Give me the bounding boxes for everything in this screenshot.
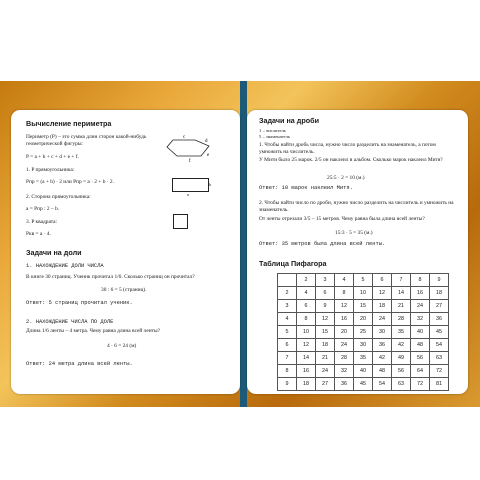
table-cell: 45 bbox=[354, 378, 373, 391]
table-cell: 6 bbox=[297, 300, 316, 313]
table-cell: 7 bbox=[392, 274, 411, 287]
table-row bbox=[278, 378, 449, 391]
table-cell: 10 bbox=[354, 287, 373, 300]
table-cell: 16 bbox=[297, 365, 316, 378]
table-cell: 32 bbox=[335, 365, 354, 378]
table-cell: 5 bbox=[278, 326, 297, 339]
table-row bbox=[278, 287, 449, 300]
table-cell: 72 bbox=[411, 378, 430, 391]
table-cell: 2 bbox=[278, 287, 297, 300]
task2-rule: 2. Чтобы найти число по дроби, нужно число разделить на числитель и умножить на знаменатель. bbox=[259, 200, 454, 213]
table-cell: 63 bbox=[392, 378, 411, 391]
table-cell: 36 bbox=[335, 378, 354, 391]
table-cell: 49 bbox=[392, 352, 411, 365]
perimeter-formula: P = a + b + c + d + e + f. bbox=[26, 154, 79, 160]
table-cell: 40 bbox=[411, 326, 430, 339]
table-cell: 81 bbox=[430, 378, 449, 391]
table-cell: 12 bbox=[316, 313, 335, 326]
table-cell: 8 bbox=[278, 365, 297, 378]
table-cell: 42 bbox=[373, 352, 392, 365]
square-figure bbox=[173, 214, 188, 229]
table-cell: 16 bbox=[411, 287, 430, 300]
table-cell: 63 bbox=[430, 352, 449, 365]
table-cell: 14 bbox=[392, 287, 411, 300]
table-row bbox=[278, 339, 449, 352]
table-cell: 24 bbox=[335, 339, 354, 352]
table-cell: 12 bbox=[335, 300, 354, 313]
table-cell: 8 bbox=[335, 287, 354, 300]
perimeter-title: Вычисление периметра bbox=[26, 119, 112, 128]
table-cell: 18 bbox=[297, 378, 316, 391]
rect-label-b: b bbox=[209, 182, 212, 187]
table-cell: 25 bbox=[354, 326, 373, 339]
shape-label-c: c bbox=[183, 135, 186, 140]
table-cell: 6 bbox=[278, 339, 297, 352]
table-cell: 64 bbox=[411, 365, 430, 378]
table-cell: 36 bbox=[373, 339, 392, 352]
find-number-answer: Ответ: 24 метра длина всей ленты. bbox=[26, 361, 133, 367]
table-row bbox=[278, 326, 449, 339]
fraction-title: Задачи на доли bbox=[26, 248, 82, 257]
table-cell: 24 bbox=[373, 313, 392, 326]
rect-formula: Pпр = (a + b) · 2 или Pпр = a · 2 + b · 2. bbox=[26, 179, 114, 185]
table-cell: 20 bbox=[354, 313, 373, 326]
table-cell: 27 bbox=[316, 378, 335, 391]
shape-label-d: d bbox=[205, 139, 208, 144]
table-cell: 12 bbox=[373, 287, 392, 300]
pythagoras-table bbox=[277, 273, 449, 391]
table-cell: 48 bbox=[373, 365, 392, 378]
perimeter-definition: Периметр (P) – это сумма длин сторон какой-нибудь геометрической фигуры: bbox=[26, 134, 147, 147]
find-fraction-answer: Ответ: 5 страниц прочитал ученик. bbox=[26, 300, 133, 306]
shape-label-f: f bbox=[189, 159, 191, 164]
table-cell: 28 bbox=[335, 352, 354, 365]
table-cell: 8 bbox=[297, 313, 316, 326]
numerator-note: 1 – числитель bbox=[259, 128, 286, 133]
hexagon-figure bbox=[161, 132, 221, 164]
table-cell: 15 bbox=[316, 326, 335, 339]
table-cell: 3 bbox=[316, 274, 335, 287]
task2-calc: 15:3 · 5 = 35 (м.) bbox=[335, 230, 373, 236]
table-cell: 35 bbox=[392, 326, 411, 339]
notebook-spine bbox=[240, 81, 247, 407]
table-cell: 30 bbox=[354, 339, 373, 352]
table-row bbox=[278, 300, 449, 313]
table-cell: 18 bbox=[373, 300, 392, 313]
pythagoras-title: Таблица Пифагора bbox=[259, 259, 327, 268]
find-fraction-heading: 1. НАХОЖДЕНИЕ ДОЛИ ЧИСЛА bbox=[26, 263, 104, 269]
side-formula: a = Pпр : 2 – b. bbox=[26, 206, 60, 212]
table-cell: 8 bbox=[411, 274, 430, 287]
side-item: 2. Сторона прямоугольника: bbox=[26, 194, 91, 200]
table-row bbox=[278, 365, 449, 378]
table-cell: 20 bbox=[335, 326, 354, 339]
square-item: 3. P квадрата: bbox=[26, 219, 58, 225]
table-cell: 5 bbox=[354, 274, 373, 287]
table-cell: 9 bbox=[278, 378, 297, 391]
table-cell: 4 bbox=[297, 287, 316, 300]
rectangle-figure bbox=[172, 178, 212, 192]
table-cell: 56 bbox=[411, 352, 430, 365]
find-fraction-task: В книге 30 страниц. Ученик прочитал 1/6. Сколько страниц он прочитал? bbox=[26, 274, 195, 280]
task1-answer: Ответ: 10 марок наклеил Митя. bbox=[259, 185, 353, 191]
fractions-title: Задачи на дроби bbox=[259, 116, 320, 125]
rect-item: 1. P прямоугольника: bbox=[26, 167, 75, 173]
find-number-calc: 4 · 6 = 24 (м) bbox=[107, 343, 137, 349]
task2-story: От ленты отрезали 3/5 – 15 метров. Чему равна была длина всей ленты? bbox=[259, 216, 425, 222]
table-cell: 30 bbox=[373, 326, 392, 339]
table-row bbox=[278, 352, 449, 365]
find-number-heading: 2. НАХОЖДЕНИЕ ЧИСЛА ПО ДОЛЕ bbox=[26, 319, 114, 325]
table-cell: 40 bbox=[354, 365, 373, 378]
table-cell: 36 bbox=[430, 313, 449, 326]
table-cell: 35 bbox=[354, 352, 373, 365]
table-cell: 56 bbox=[392, 365, 411, 378]
table-cell: 16 bbox=[335, 313, 354, 326]
table-cell: 24 bbox=[316, 365, 335, 378]
table-row bbox=[278, 274, 449, 287]
task1-story: У Мити было 25 марок. 2/5 он наклеил в альбом. Сколько марок наклеил Митя? bbox=[259, 157, 443, 163]
rect-label-a: a bbox=[187, 192, 189, 197]
table-cell: 48 bbox=[411, 339, 430, 352]
table-cell: 28 bbox=[392, 313, 411, 326]
table-cell: 6 bbox=[316, 287, 335, 300]
table-cell: 18 bbox=[430, 287, 449, 300]
table-cell: 7 bbox=[278, 352, 297, 365]
table-cell: 72 bbox=[430, 365, 449, 378]
table-cell: 42 bbox=[392, 339, 411, 352]
table-cell: 14 bbox=[297, 352, 316, 365]
find-number-task: Длина 1/6 ленты – 4 метра. Чему равна длина всей ленты? bbox=[26, 328, 160, 334]
square-formula: Pкв = a · 4. bbox=[26, 231, 51, 237]
table-cell: 4 bbox=[278, 313, 297, 326]
table-cell: 24 bbox=[411, 300, 430, 313]
table-cell: 9 bbox=[430, 274, 449, 287]
find-fraction-calc: 30 : 6 = 5 (страниц). bbox=[101, 287, 147, 293]
table-cell: 9 bbox=[316, 300, 335, 313]
table-cell: 54 bbox=[373, 378, 392, 391]
table-cell: 6 bbox=[373, 274, 392, 287]
denominator-note: 5 – знаменатель bbox=[259, 134, 290, 139]
table-cell: 21 bbox=[392, 300, 411, 313]
table-row bbox=[278, 313, 449, 326]
table-cell: 21 bbox=[316, 352, 335, 365]
table-cell: 4 bbox=[335, 274, 354, 287]
table-cell bbox=[278, 274, 297, 287]
table-cell: 54 bbox=[430, 339, 449, 352]
table-cell: 18 bbox=[316, 339, 335, 352]
table-cell: 10 bbox=[297, 326, 316, 339]
left-page bbox=[11, 110, 240, 394]
task2-answer: Ответ: 35 метров была длина всей ленты. bbox=[259, 241, 386, 247]
task1-rule: 1. Чтобы найти дробь числа, нужно число разделить на знаменатель, а потом умножить на числитель. bbox=[259, 142, 436, 155]
table-cell: 2 bbox=[297, 274, 316, 287]
table-cell: 32 bbox=[411, 313, 430, 326]
table-cell: 15 bbox=[354, 300, 373, 313]
table-cell: 27 bbox=[430, 300, 449, 313]
table-cell: 45 bbox=[430, 326, 449, 339]
table-cell: 12 bbox=[297, 339, 316, 352]
shape-label-e: e bbox=[207, 153, 210, 158]
table-cell: 3 bbox=[278, 300, 297, 313]
right-page bbox=[247, 110, 468, 394]
task1-calc: 25:5 · 2 = 10 (м.) bbox=[327, 175, 365, 181]
